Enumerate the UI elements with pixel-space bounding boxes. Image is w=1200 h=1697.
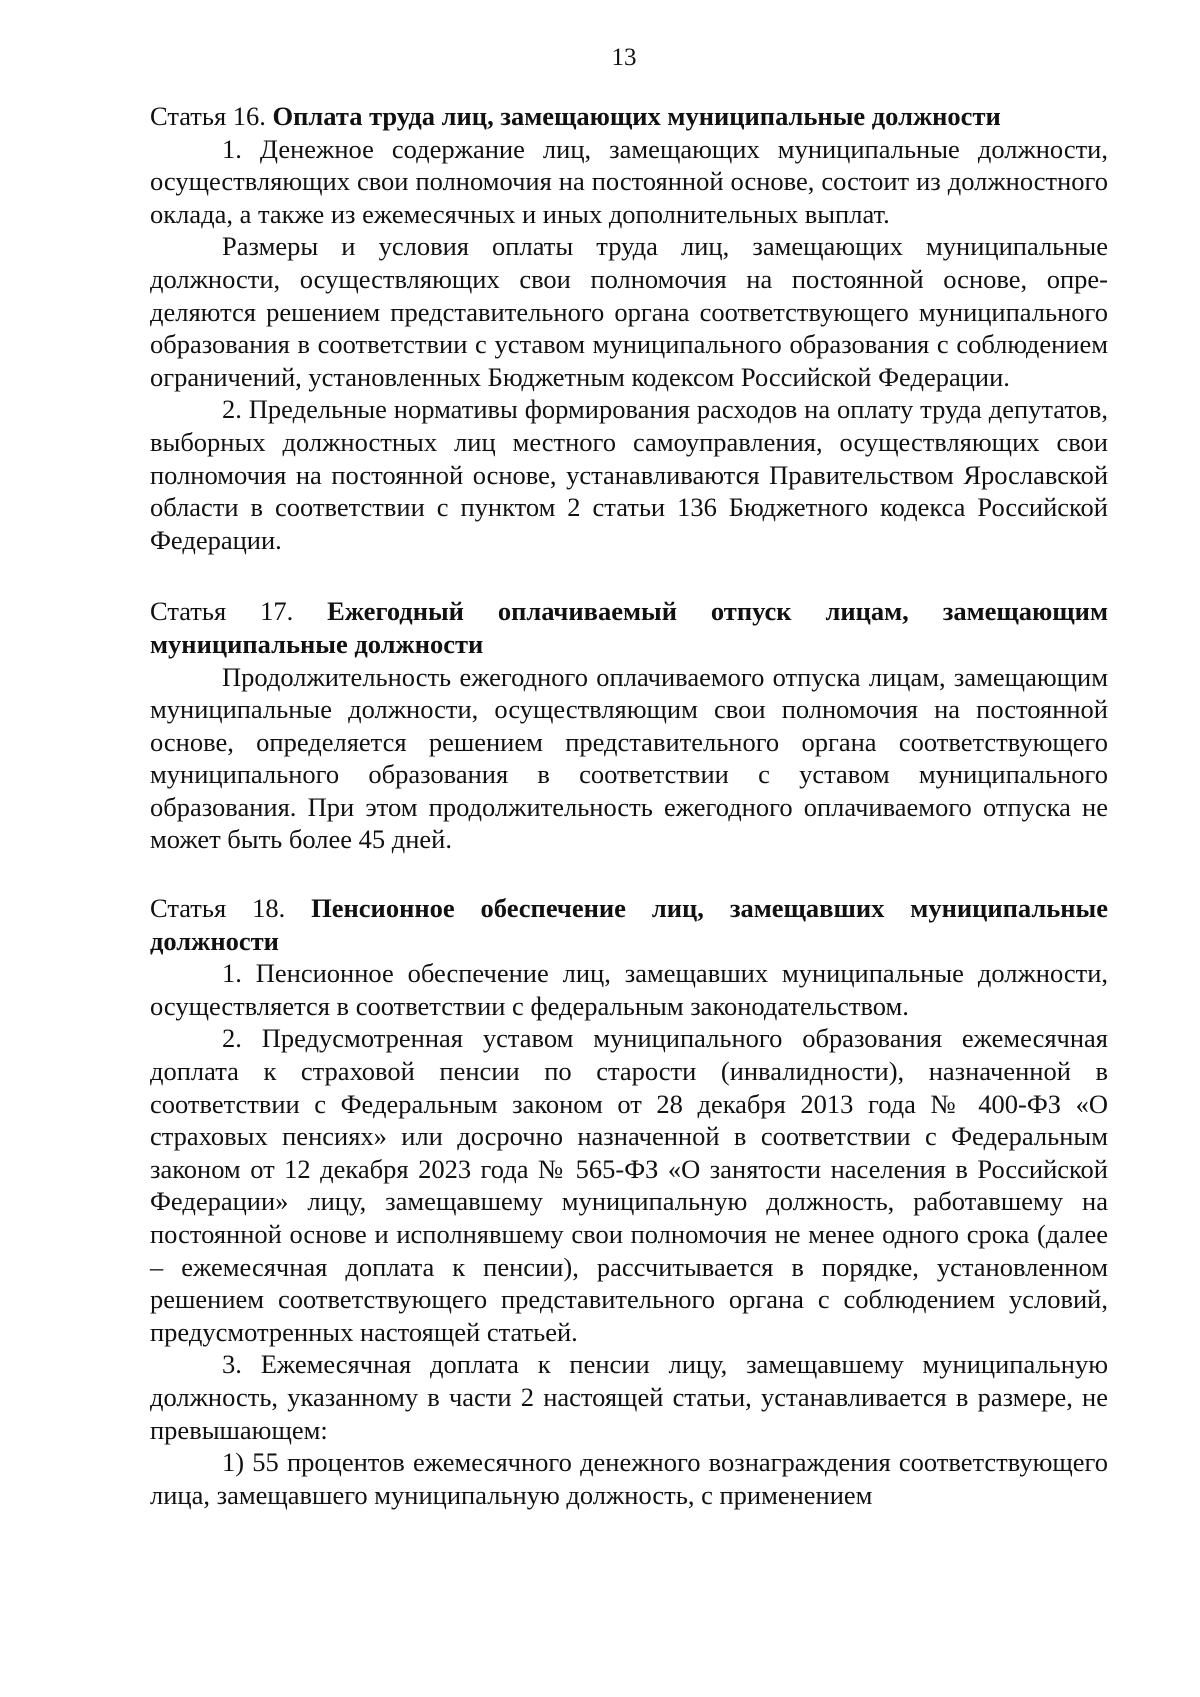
- article-title: [150, 892, 1108, 957]
- spacer: [150, 856, 1108, 892]
- article-number: Статья 17.: [150, 596, 328, 627]
- article-title: [150, 595, 1108, 660]
- article-17: [150, 595, 1108, 856]
- article-heading: Ежегодный оплачиваемый отпуск лицам, замещающим муниципальные должности: [150, 596, 1108, 659]
- paragraph: 1. Пенсионное обеспечение лиц, замещавших муниципальные должности, осуществляется в соответствии с федеральным законодательством.: [150, 958, 1108, 1021]
- page-number: 13: [611, 44, 637, 71]
- paragraph: 2. Предельные нормативы формирования расходов на оплату труда депутатов, выборных должностных лиц местного самоуправления, осуществляющих свои полномочия на постоянной основе, устанавливаются Правительством Ярославской области в соответствии с пунктом 2 статьи 136 Бюджетного кодекса Российской Федерации.: [150, 394, 1108, 555]
- document-body: [150, 100, 1108, 1511]
- article-number: Статья 16.: [150, 101, 273, 131]
- article-16: [150, 100, 1108, 556]
- article-title: [150, 100, 1108, 133]
- article-number: Статья 18.: [150, 893, 312, 924]
- article-heading: Пенсионное обеспечение лиц, замещавших муниципальные должности: [150, 893, 1109, 956]
- paragraph: 1. Денежное содержание лиц, замещающих муниципальные должности, осуществляющих свои полномочия на постоянной основе, состоит из должностного оклада, а также из ежемесячных и иных дополнительных выплат.: [150, 133, 1108, 229]
- paragraph: Продолжительность ежегодного оплачиваемого отпуска лицам, замещающим муниципальные должности, осуществляющим свои полномочия на постоянной основе, определяется решением представительного органа соответствующего муниципального образования в соответствии с уставом муниципального образования. При этом продолжительность ежегодного оплачиваемого отпуска не может быть более 45 дней.: [150, 661, 1108, 855]
- spacer: [150, 556, 1108, 595]
- paragraph: 1) 55 процентов ежемесячного денежного вознаграждения соответствующего лица, замещавшего муниципальную должность, с применением: [150, 1447, 1108, 1510]
- paragraph: 2. Предусмотренная уставом муниципального образования ежемесячная доплата к страховой пенсии по старости (инвалидности), назначенной в соответствии с Федеральным законом от 28 декабря 2013 года № 400-ФЗ «О страховых пенсиях» или досрочно назначенной в соответствии с Федеральным законом от 12 декабря 2023 года № 565-ФЗ «О занятости населения в Российской Федерации» лицу, замещавшему муниципальную должность, работавшему на постоянной основе и исполнявшему свои полномочия не менее одного срока (далее – ежемесячная доплата к пенсии), рассчитывается в порядке, установленном решением соответствующего представительного органа с соблюдением условий, предусмотренных настоящей статьей.: [150, 1023, 1108, 1347]
- article-18: [150, 892, 1108, 1511]
- paragraph: 3. Ежемесячная доплата к пенсии лицу, замещавшему муниципальную должность, указанному в части 2 настоящей статьи, устанавливается в размере, не превышающем:: [150, 1349, 1108, 1445]
- paragraph: Размеры и условия оплаты труда лиц, замещающих муниципальные должности, осуществляющих свои полномочия на постоянной основе, определяются решением представительного органа соответствующего муниципального образования в соответствии с уставом муниципального образования с соблюдением ограничений, установленных Бюджетным кодексом Российской Федерации.: [150, 231, 1108, 392]
- article-heading: Оплата труда лиц, замещающих муниципальные должности: [272, 101, 1001, 131]
